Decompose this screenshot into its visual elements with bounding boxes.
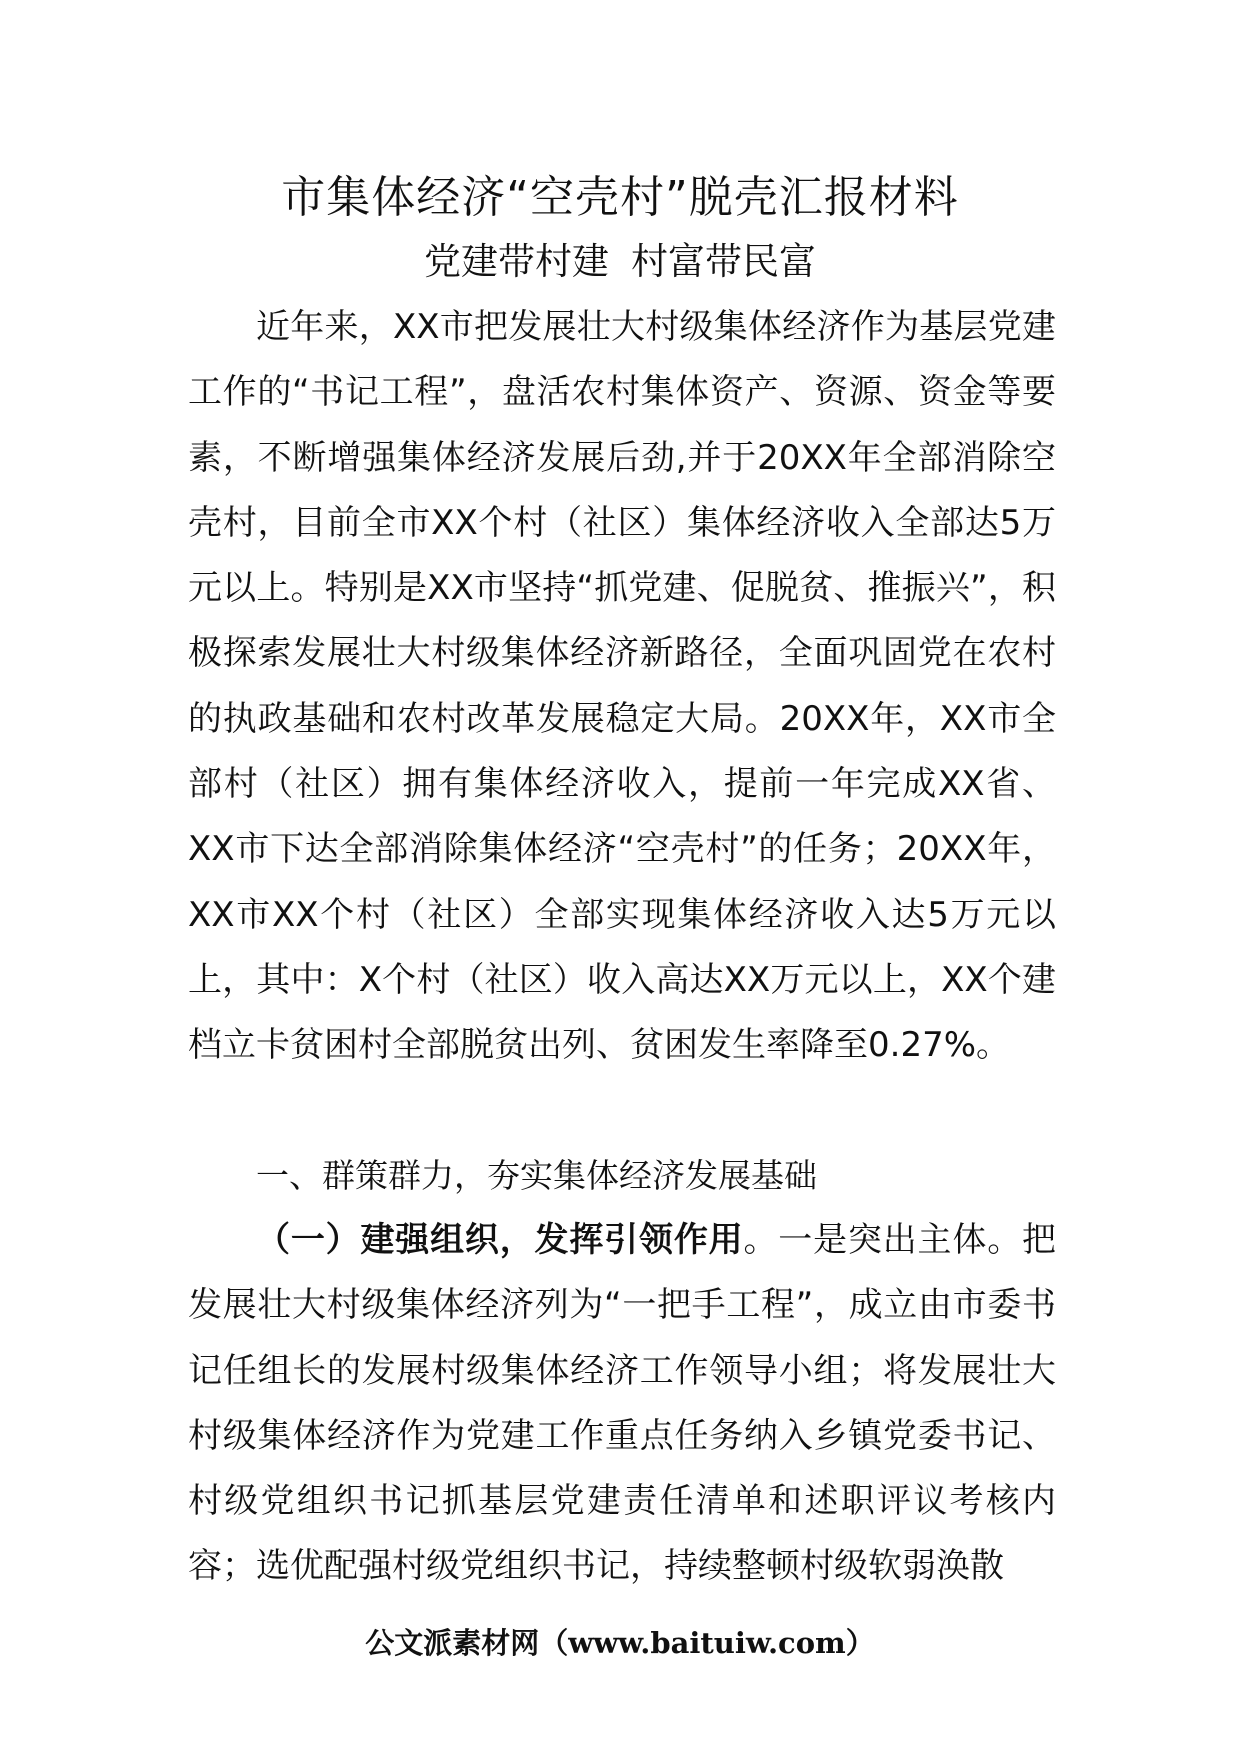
document-title: 市集体经济“空壳村”脱壳汇报材料	[281, 172, 959, 223]
section-heading: 一、群策群力，夯实集体经济发展基础	[256, 1156, 817, 1195]
section-paragraph-text: 。一是突出主体。把发展壮大村级集体经济列为“一把手工程”，成立由市委书记任组长的发展村级集体经济工作领导小组；将发展壮大村级集体经济作为党建工作重点任务纳入乡镇党委书记、村级党组织书记抓基层党建责任清单和述职评议考核内容；选优配强村级党组织书记，持续整顿村级软弱涣散	[188, 1220, 1057, 1587]
footer-watermark: 公文派素材网（www.baituiw.com）	[365, 1626, 875, 1660]
subtitle-part-1: 党建带村建	[424, 240, 609, 283]
intro-paragraph: 近年来，XX市把发展壮大村级集体经济作为基层党建工作的“书记工程”，盘活农村集体资产、资源、资金等要素，不断增强集体经济发展后劲,并于20XX年全部消除空壳村，目前全市XX个村（社区）集体经济收入全部达5万元以上。特别是XX市坚持“抓党建、促脱贫、推振兴”，积极探索发展壮大村级集体经济新路径，全面巩固党在农村的执政基础和农村改革发展稳定大局。20XX年，XX市全部村（社区）拥有集体经济收入，提前一年完成XX省、XX市下达全部消除集体经济“空壳村”的任务；20XX年，XX市XX个村（社区）全部实现集体经济收入达5万元以上，其中：X个村（社区）收入高达XX万元以上，XX个建档立卡贫困村全部脱贫出列、贫困发生率降至0.27%。	[188, 307, 1056, 1066]
subtitle-part-2: 村富带民富	[631, 240, 816, 283]
sub-heading: （一）建强组织，发挥引领作用	[256, 1220, 744, 1260]
section-paragraph	[188, 1208, 1056, 1600]
document-subtitle	[0, 236, 1240, 288]
